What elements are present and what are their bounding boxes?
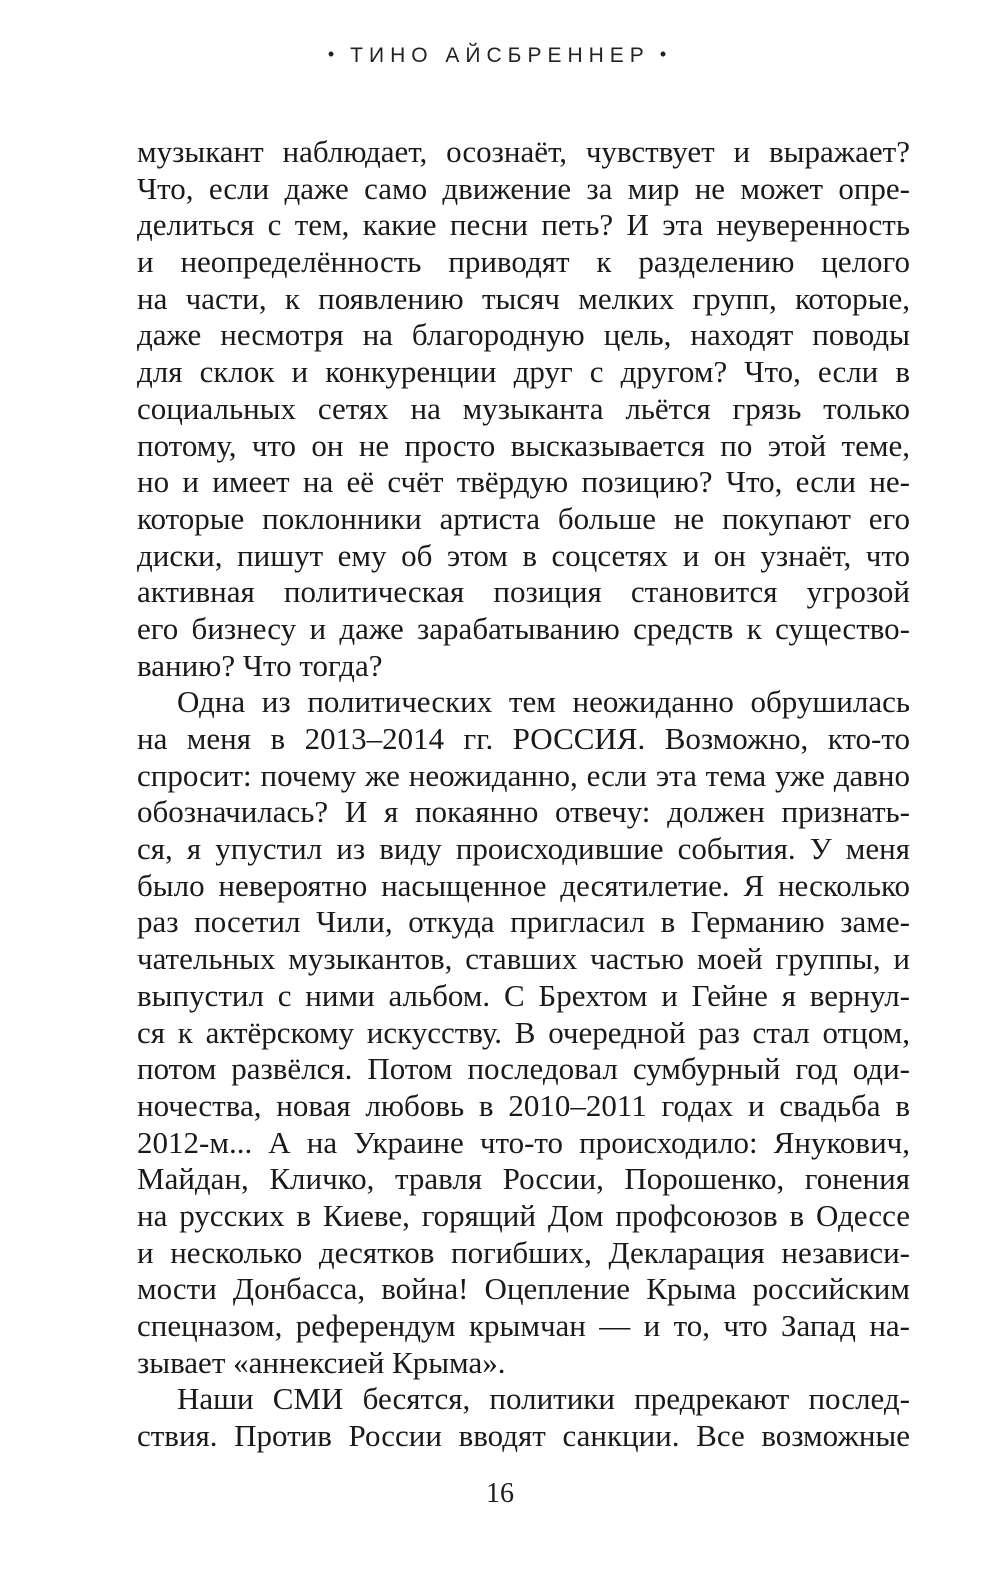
text-line: его бизнесу и даже зарабатыванию средств к существо-	[137, 610, 910, 646]
text-line: зывает «аннексией Крыма».	[137, 1344, 506, 1380]
body-text	[137, 134, 910, 1455]
text-line: Майдан, Кличко, травля России, Порошенко, гонения	[137, 1161, 910, 1197]
text-line: делиться с тем, какие песни петь? И эта неуверенность	[137, 207, 910, 243]
text-line: активная политическая позиция становится угрозой	[137, 574, 910, 610]
text-line: ся к актёрскому искусству. В очередной раз стал отцом,	[137, 1014, 910, 1050]
text-line: которые поклонники артиста больше не покупают его	[137, 500, 910, 536]
text-line: на части, к появлению тысяч мелких групп, которые,	[137, 280, 910, 316]
text-line: потом развёлся. Потом последовал сумбурный год оди-	[137, 1051, 910, 1087]
text-line: выпустил с ними альбом. С Брехтом и Гейне я вернул-	[137, 977, 910, 1013]
text-line: чательных музыкантов, ставших частью моей группы, и	[137, 941, 910, 977]
text-line: спросит: почему же неожиданно, если эта тема уже давно	[137, 757, 910, 793]
text-line: было невероятно насыщенное десятилетие. Я несколько	[137, 867, 910, 903]
text-line: социальных сетях на музыканта льётся грязь только	[137, 390, 910, 426]
text-line: даже несмотря на благородную цель, находят поводы	[137, 317, 910, 353]
text-line: Что, если даже само движение за мир не может опре-	[137, 170, 910, 206]
text-line: Наши СМИ бесятся, политики предрекают послед-	[177, 1381, 910, 1417]
text-line: и неопределённость приводят к разделению целого	[137, 244, 910, 280]
text-line: диски, пишут ему об этом в соцсетях и он узнаёт, что	[137, 537, 910, 573]
text-line: мости Донбасса, война! Оцепление Крыма российским	[137, 1271, 910, 1307]
text-line: 2012-м... А на Украине что-то происходило: Янукович,	[137, 1124, 910, 1160]
text-line: Одна из политических тем неожиданно обрушилась	[177, 684, 910, 720]
text-line: музыкант наблюдает, осознаёт, чувствует и выражает?	[137, 134, 910, 169]
text-line: ся, я упустил из виду происходившие события. У меня	[137, 831, 910, 867]
header-ornament-left: •	[327, 44, 341, 64]
text-line: потому, что он не просто высказывается по этой теме,	[137, 427, 910, 463]
text-line: и несколько десятков погибших, Декларация независи-	[137, 1234, 910, 1270]
text-line: для склок и конкуренции друг с другом? Что, если в	[137, 354, 910, 390]
header-title: ТИНО АЙСБРЕННЕР	[350, 44, 650, 67]
text-line: ствия. Против России вводят санкции. Все возможные	[137, 1418, 910, 1454]
page-number: 16	[486, 1478, 514, 1509]
text-line: но и имеет на её счёт твёрдую позицию? Что, если не-	[137, 464, 910, 500]
header-ornament-right: •	[659, 44, 673, 64]
text-line: ванию? Что тогда?	[137, 647, 383, 683]
running-header	[0, 44, 1000, 68]
text-line: спецназом, референдум крымчан — и то, что Запад на-	[137, 1308, 910, 1343]
text-line: обозначилась? И я покаянно отвечу: должен признать-	[137, 794, 910, 830]
text-line: на русских в Киеве, горящий Дом профсоюзов в Одессе	[137, 1197, 910, 1233]
text-line: ночества, новая любовь в 2010–2011 годах и свадьба в	[137, 1087, 910, 1123]
text-line: на меня в 2013–2014 гг. РОССИЯ. Возможно, кто-то	[137, 721, 910, 756]
text-line: раз посетил Чили, откуда пригласил в Германию заме-	[137, 904, 910, 940]
